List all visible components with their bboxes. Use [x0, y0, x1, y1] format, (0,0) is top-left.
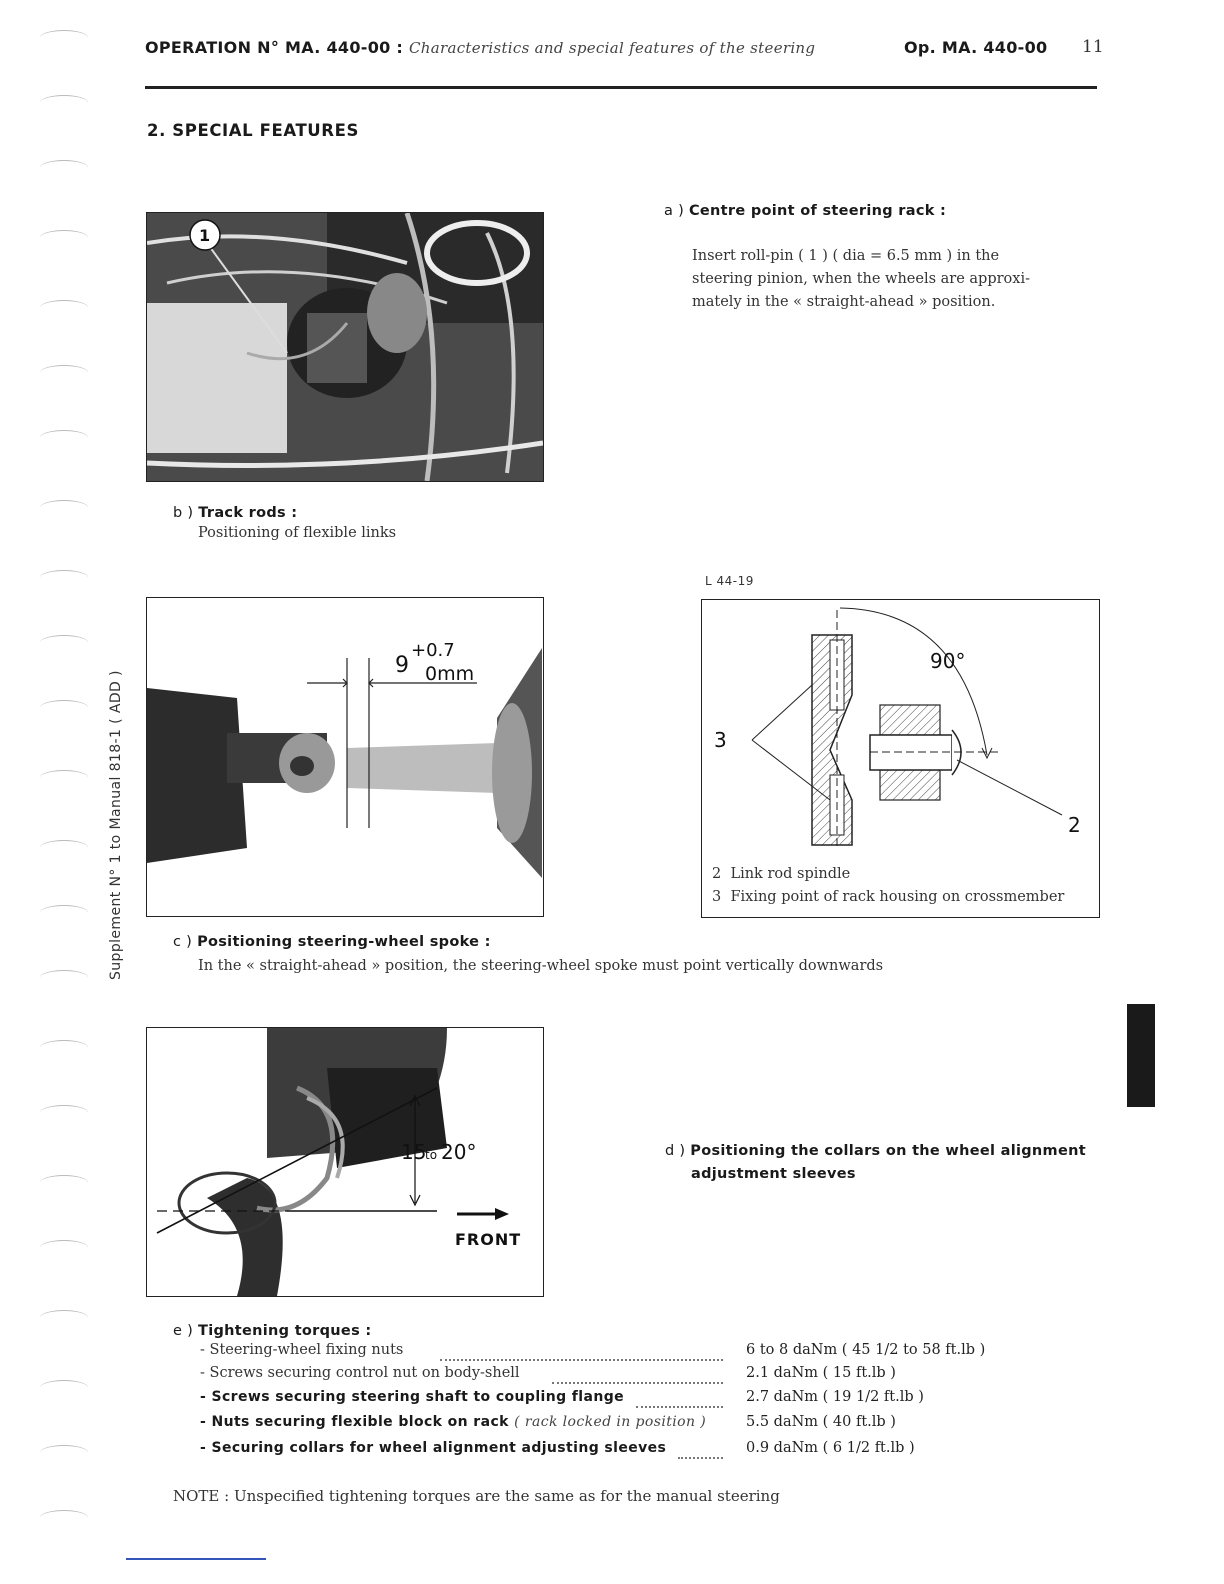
section-d-letter: d )	[665, 1143, 686, 1159]
section-e-letter: e )	[173, 1323, 194, 1339]
callout-3: 3	[714, 728, 727, 752]
torque-label: - Securing collars for wheel alignment adjusting sleeves	[200, 1440, 667, 1456]
callout-2: 2	[1068, 813, 1081, 837]
track-rod-illustration	[147, 598, 543, 916]
torque-label: - Nuts securing flexible block on rack	[200, 1414, 509, 1430]
torque-row	[200, 1365, 520, 1381]
section-d-heading	[665, 1140, 1086, 1186]
section-d-title: Positioning the collars on the wheel alignment	[690, 1143, 1086, 1159]
torque-value: 2.1 daNm ( 15 ft.lb )	[746, 1365, 896, 1381]
note-label: NOTE :	[173, 1487, 230, 1505]
torque-value: 6 to 8 daNm ( 45 1/2 to 58 ft.lb )	[746, 1342, 986, 1358]
bottom-rule	[126, 1558, 266, 1560]
steering-wheel-spoke-photo	[146, 1027, 544, 1297]
header-subtitle: Characteristics and special features of the steering	[409, 39, 816, 57]
section-e-heading	[173, 1323, 371, 1339]
section-a-heading	[664, 203, 946, 219]
operation-number: OPERATION N° MA. 440-00 :	[145, 38, 404, 57]
section-b-title: Track rods :	[198, 505, 298, 521]
section-c-letter: c )	[173, 934, 193, 950]
section-e-title: Tightening torques :	[198, 1323, 372, 1339]
angle-from: 15	[401, 1140, 427, 1164]
leader-dots	[440, 1359, 723, 1361]
diagram-legend	[712, 863, 1064, 909]
section-a-title: Centre point of steering rack :	[688, 203, 947, 219]
front-label: FRONT	[455, 1230, 522, 1249]
side-note: Supplement N° 1 to Manual 818-1 ( ADD )	[108, 670, 124, 980]
section-b-text: Positioning of flexible links	[198, 525, 397, 541]
dimension-lower: 0mm	[425, 663, 475, 685]
leader-dots	[678, 1457, 723, 1459]
legend-item: 3 Fixing point of rack housing on crossmember	[712, 889, 1065, 905]
torque-label: - Screws securing control nut on body-shell	[200, 1365, 520, 1381]
leader-dots	[636, 1406, 723, 1408]
leader-dots	[552, 1382, 723, 1384]
flexible-link-diagram	[701, 599, 1100, 918]
header-rule	[145, 86, 1097, 89]
section-a-line: Insert roll-pin ( 1 ) ( dia = 6.5 mm ) in the	[692, 248, 1000, 264]
header-operation	[145, 38, 815, 57]
section-a-line: mately in the « straight-ahead » position.	[692, 294, 996, 310]
footer-note	[173, 1487, 780, 1505]
spoke-illustration	[147, 1028, 543, 1296]
torque-row	[200, 1389, 624, 1405]
steering-pinion-photo	[146, 212, 544, 482]
legend-item: 2 Link rod spindle	[712, 866, 851, 882]
section-a-text	[692, 245, 1030, 314]
torque-label: - Screws securing steering shaft to coupling flange	[200, 1389, 625, 1405]
photo1-callout: 1	[199, 226, 211, 245]
torque-value: 2.7 daNm ( 19 1/2 ft.lb )	[746, 1389, 924, 1405]
track-rod-photo	[146, 597, 544, 917]
torque-row	[200, 1414, 706, 1430]
section-a-letter: a )	[664, 203, 685, 219]
section-d-title-cont: adjustment sleeves	[691, 1166, 856, 1182]
torque-label: - Steering-wheel fixing nuts	[200, 1342, 404, 1358]
torque-note: ( rack locked in position )	[514, 1414, 707, 1430]
torque-value: 0.9 daNm ( 6 1/2 ft.lb )	[746, 1440, 915, 1456]
note-text: Unspecified tightening torques are the same as for the manual steering	[233, 1487, 780, 1505]
torque-row	[200, 1342, 403, 1358]
section-c-text: In the « straight-ahead » position, the steering-wheel spoke must point vertically downwards	[198, 958, 884, 974]
angle-to: 20°	[441, 1140, 477, 1164]
dimension-base: 9	[395, 653, 409, 678]
diagram-reference: L 44-19	[705, 574, 754, 588]
page-number: 11	[1082, 37, 1104, 57]
angle-to-word: to	[425, 1148, 438, 1162]
angle-label: 90°	[930, 649, 966, 673]
section-b-letter: b )	[173, 505, 194, 521]
section-title: 2. SPECIAL FEATURES	[147, 121, 359, 140]
section-a-line: steering pinion, when the wheels are approxi-	[692, 271, 1030, 287]
torque-row	[200, 1440, 666, 1456]
section-c-title: Positioning steering-wheel spoke :	[197, 934, 491, 950]
rack-housing-drawing	[702, 600, 1099, 860]
section-c-heading	[173, 934, 491, 950]
section-b-heading	[173, 505, 297, 521]
dimension-upper: +0.7	[411, 640, 455, 661]
section-tab-marker	[1127, 1004, 1155, 1107]
op-reference: Op. MA. 440-00	[904, 38, 1048, 57]
torque-value: 5.5 daNm ( 40 ft.lb )	[746, 1414, 896, 1430]
engine-bay-illustration	[147, 213, 543, 481]
